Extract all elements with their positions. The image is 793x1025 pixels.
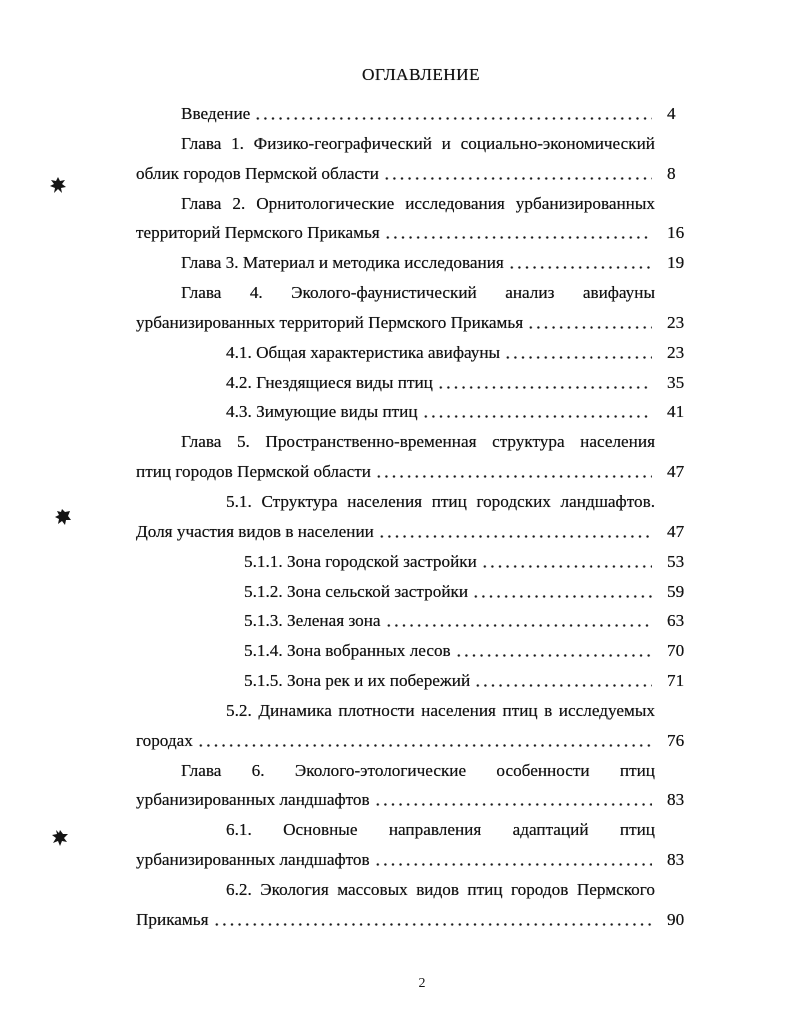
toc-entry-text: 5.1. Структура населения птиц городских ландшафтов. (226, 491, 655, 511)
toc-entry-text: Глава 2. Орнитологические исследования урбанизированных (181, 193, 655, 213)
page-title: ОГЛАВЛЕНИЕ (361, 65, 481, 84)
toc-entry (136, 606, 685, 636)
toc-entry-last-line (136, 368, 685, 398)
toc-entry-text: урбанизированных ландшафтов (136, 850, 370, 870)
toc-list (136, 99, 685, 935)
toc-entry-text: городах (136, 730, 193, 750)
toc-entry (136, 278, 685, 338)
toc-entry-last-line (136, 308, 685, 338)
toc-entry (136, 636, 685, 666)
toc-page-number: 76 (667, 730, 685, 750)
toc-entry-text: 6.1. Основные направления адаптаций птиц (226, 820, 655, 840)
toc-entry (136, 815, 685, 875)
toc-entry-last-line (136, 159, 676, 189)
toc-entry-line (136, 427, 655, 457)
toc-entry-text: Доля участия видов в населении (136, 521, 374, 541)
toc-entry-text: Введение (181, 104, 251, 123)
toc-entry-line (136, 815, 655, 845)
toc-entry (136, 756, 685, 816)
toc-entry-last-line (136, 606, 685, 636)
toc-entry-line (136, 129, 655, 159)
toc-entry-text: Глава 1. Физико-географический и социально-экономический (181, 133, 655, 153)
toc-entry-text: Глава 6. Эколого-этологические особенности птиц (181, 760, 655, 780)
toc-page-number: 70 (667, 641, 685, 661)
toc-entry-text: 4.1. Общая характеристика авифауны (226, 342, 501, 362)
toc-entry-text: территорий Пермского Прикамья (136, 223, 380, 243)
dot-leader (508, 248, 652, 278)
scan-blot-icon (52, 830, 68, 846)
dot-leader (197, 726, 652, 756)
toc-entry-text: 4.2. Гнездящиеся виды птиц (226, 372, 433, 392)
toc-entry-line (136, 278, 655, 308)
toc-entry-text: 5.1.3. Зеленая зона (244, 611, 381, 631)
toc-entry-text: урбанизированных ландшафтов (136, 790, 370, 810)
toc-entry-text: Глава 5. Пространственно-временная структура населения (181, 432, 655, 452)
toc-page-number: 83 (667, 790, 685, 810)
toc-entry-text: Глава 4. Эколого-фаунистический анализ авифауны (181, 283, 655, 303)
dot-leader (527, 308, 652, 338)
toc-entry (136, 368, 685, 398)
dot-leader (375, 457, 652, 487)
toc-entry-last-line (136, 248, 685, 278)
dot-leader (472, 577, 652, 607)
toc-entry (136, 99, 676, 129)
toc-entry-last-line (136, 218, 685, 248)
toc-entry (136, 666, 685, 696)
toc-page-number: 83 (667, 850, 685, 870)
toc-entry-text: урбанизированных территорий Пермского Прикамья (136, 312, 524, 332)
toc-page-number: 71 (667, 671, 685, 691)
toc-entry-text: 5.1.4. Зона вобранных лесов (244, 641, 451, 661)
toc-entry (136, 397, 685, 427)
toc-entry-last-line (136, 577, 685, 607)
toc-entry-last-line (136, 845, 685, 875)
scan-blot-icon (50, 177, 66, 193)
toc-entry-text: 6.2. Экология массовых видов птиц городов Пермского (226, 879, 655, 899)
dot-leader (481, 547, 652, 577)
toc-entry-line (136, 756, 655, 786)
toc-entry (136, 696, 685, 756)
dot-leader (455, 636, 652, 666)
dot-leader (254, 99, 652, 129)
toc-page-number: 23 (667, 342, 685, 362)
toc-page-number: 53 (667, 551, 685, 571)
toc-entry-last-line (136, 636, 685, 666)
toc-page-number: 4 (667, 104, 676, 123)
toc-page-number: 23 (667, 312, 685, 332)
dot-leader (504, 338, 652, 368)
toc-page-number: 16 (667, 223, 685, 243)
toc-entry-line (136, 696, 655, 726)
toc-page-number: 90 (667, 909, 685, 929)
toc-entry-last-line (136, 397, 685, 427)
dot-leader (374, 785, 652, 815)
toc-entry-text: птиц городов Пермской области (136, 462, 371, 482)
dot-leader (385, 606, 652, 636)
scan-blot-icon (55, 509, 71, 525)
toc-entry-text: 5.1.1. Зона городской застройки (244, 551, 477, 571)
toc-entry (136, 189, 685, 249)
toc-page-number: 47 (667, 521, 685, 541)
toc-entry (136, 577, 685, 607)
toc-page-number: 59 (667, 581, 685, 601)
toc-entry-text: Глава 3. Материал и методика исследования (181, 253, 504, 273)
toc-page-number: 8 (667, 163, 676, 183)
toc-entry (136, 875, 685, 935)
toc-entry-last-line (136, 517, 685, 547)
toc-entry (136, 427, 685, 487)
toc-entry-last-line (136, 785, 685, 815)
toc-page-number: 19 (667, 253, 685, 273)
toc-page-number: 63 (667, 611, 685, 631)
dot-leader (437, 368, 652, 398)
toc-entry-text: Прикамья (136, 909, 209, 929)
toc-entry-last-line (136, 666, 685, 696)
toc-entry-text: 5.2. Динамика плотности населения птиц в исследуемых (226, 700, 655, 720)
dot-leader (474, 666, 652, 696)
dot-leader (383, 159, 652, 189)
toc-entry-text: 5.1.5. Зона рек и их побережий (244, 671, 471, 691)
toc-entry-line (136, 189, 655, 219)
dot-leader (378, 517, 652, 547)
toc-entry-last-line (136, 457, 685, 487)
toc-entry (136, 487, 685, 547)
toc-page-number: 41 (667, 402, 685, 422)
toc-entry (136, 129, 676, 189)
dot-leader (384, 218, 652, 248)
toc-entry (136, 338, 685, 368)
toc-entry-last-line (136, 726, 685, 756)
dot-leader (213, 905, 652, 935)
toc-entry-last-line (136, 99, 676, 129)
toc-page-number: 47 (667, 462, 685, 482)
toc-entry-line (136, 875, 655, 905)
toc-entry (136, 248, 685, 278)
toc-entry-text: 4.3. Зимующие виды птиц (226, 402, 418, 422)
toc-entry-line (136, 487, 655, 517)
toc-entry-last-line (136, 338, 685, 368)
page-number: 2 (418, 976, 426, 991)
toc-page-number: 35 (667, 372, 685, 392)
toc-entry-last-line (136, 547, 685, 577)
toc-entry-last-line (136, 905, 685, 935)
toc-entry-text: облик городов Пермской области (136, 163, 379, 183)
dot-leader (422, 397, 652, 427)
dot-leader (374, 845, 652, 875)
toc-entry (136, 547, 685, 577)
toc-entry-text: 5.1.2. Зона сельской застройки (244, 581, 469, 601)
